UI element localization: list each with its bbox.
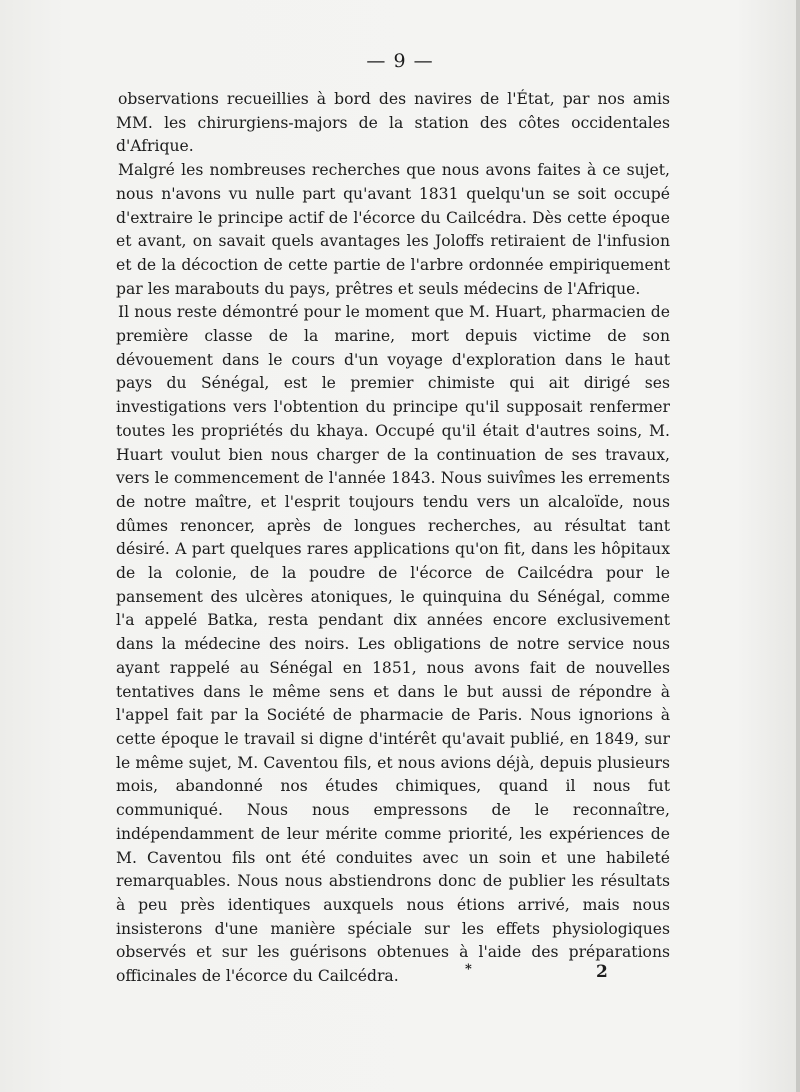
signature-mark: 2 — [596, 962, 608, 982]
paragraph-3: Il nous reste démontré pour le moment que M. Huart, pharmacien de première classe de la marine, mort depuis victime de son dévouement dans le cours d'un voyage d'exploration dans le haut pays du Sénégal, est le premier chimiste qui ait dirigé ses investigations vers l'obtention du principe qu'il supposait renfermer toutes les propriétés du khaya. Occupé qu'il était d'autres soins, M. Huart voulut bien nous charger de la continuation de ses travaux, vers le commencement de l'année 1843. Nous suivîmes les errements de notre maître, et l'esprit toujours tendu vers un alcaloïde, nous dûmes renoncer, après de longues recherches, au résultat tant désiré. A part quelques rares applications qu'on fit, dans les hôpitaux de la colonie, de la poudre de l'écorce de Cailcédra pour le pansement des ulcères atoniques, le quinquina du Sénégal, comme l'a appelé Batka, resta pendant dix années encore exclusivement dans la médecine des noirs. Les obligations de notre service nous ayant rappelé au Sénégal en 1851, nous avons fait de nouvelles tentatives dans le même sens et dans le but aussi de répondre à l'appel fait par la Société de pharmacie de Paris. Nous ignorions à cette époque le travail si digne d'intérêt qu'avait publié, en 1849, sur le même sujet, M. Caventou fils, et nous avions déjà, depuis plusieurs mois, abandonné nos études chimiques, quand il nous fut communiqué. Nous nous empressons de le reconnaître, indépendamment de leur mérite comme priorité, les expériences de M. Caventou fils ont été conduites avec un soin et une habileté remarquables. Nous nous abstiendrons donc de publier les résultats à peu près identiques auxquels nous étions arrivé, mais nous insisterons d'une manière spéciale sur les effets physiologiques observés et sur les guérisons obtenues à l'aide des préparations officinales de l'écorce du Cailcédra. — [116, 303, 670, 986]
page-edge — [796, 0, 800, 1092]
paragraph-2: Malgré les nombreuses recherches que nous avons faites à ce sujet, nous n'avons vu nulle part qu'avant 1831 quelqu'un se soit occupé d'extraire le principe actif de l'écorce du Cailcédra. Dès cette époque et avant, on savait quels avantages les Joloffs retiraient de l'infusion et de la décoction de cette partie de l'arbre ordonnée empiriquement par les marabouts du pays, prêtres et seuls médecins de l'Afrique. — [116, 161, 670, 298]
page-number: — 9 — — [366, 50, 434, 72]
footer-small-mark: * — [465, 962, 472, 977]
body-text — [116, 88, 670, 989]
paragraph-1: observations recueillies à bord des navires de l'État, par nos amis MM. les chirurgiens-majors de la station des côtes occidentales d'Afrique. — [116, 90, 670, 156]
